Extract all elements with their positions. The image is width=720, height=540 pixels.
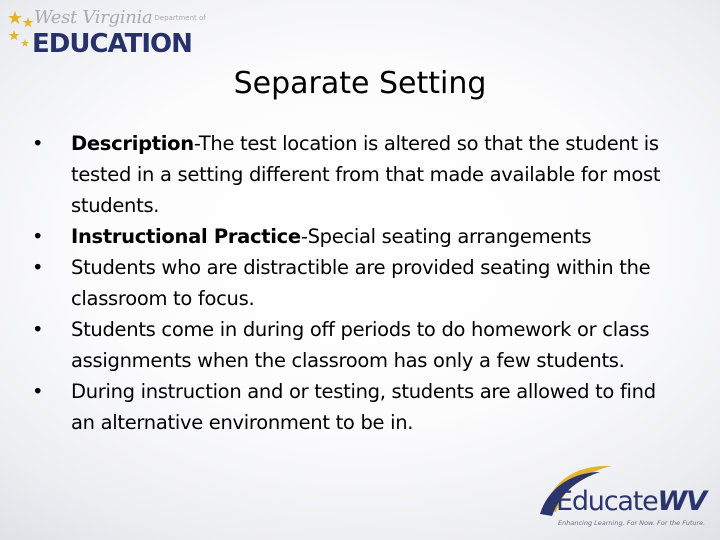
logo-department-text: Department of [154,14,206,22]
slide-title: Separate Setting [233,66,487,101]
bullet-text: Students come in during off periods to do homework or class assignments when the classroom has only a few students. [71,318,650,372]
bullet-text: Students who are distractible are provided seating within the classroom to focus. [71,256,651,310]
logo-brand-suffix: WV [657,486,706,517]
bullet-term: Instructional Practice [71,225,301,248]
logo-education-text: EDUCATION [32,29,192,59]
bullet-icon: • [32,380,44,403]
bullet-icon: • [32,225,44,248]
bullet-icon: • [32,256,44,279]
bullet-icon: • [32,132,44,155]
bullet-icon: • [32,318,44,341]
bullet-list [30,128,680,438]
bullet-text: -Special seating arrangements [300,225,592,248]
bullet-item [30,314,680,376]
bullet-item [30,252,680,314]
educatewv-logo [524,456,714,536]
logo-tagline: Enhancing Learning. For Now. For the Future. [558,519,706,527]
bullet-text: During instruction and or testing, students are allowed to find an alternative environment to be in. [71,380,656,434]
bullet-item [30,376,680,438]
logo-state-text: West Virginia [34,7,153,28]
bullet-text: -The test location is altered so that the student is tested in a setting different from that made available for most students. [71,132,661,217]
bullet-item [30,128,680,221]
bullet-item [30,221,680,252]
logo-brand-text: Educate [556,486,658,517]
bullet-term: Description [71,132,194,155]
wvde-logo [6,4,206,66]
